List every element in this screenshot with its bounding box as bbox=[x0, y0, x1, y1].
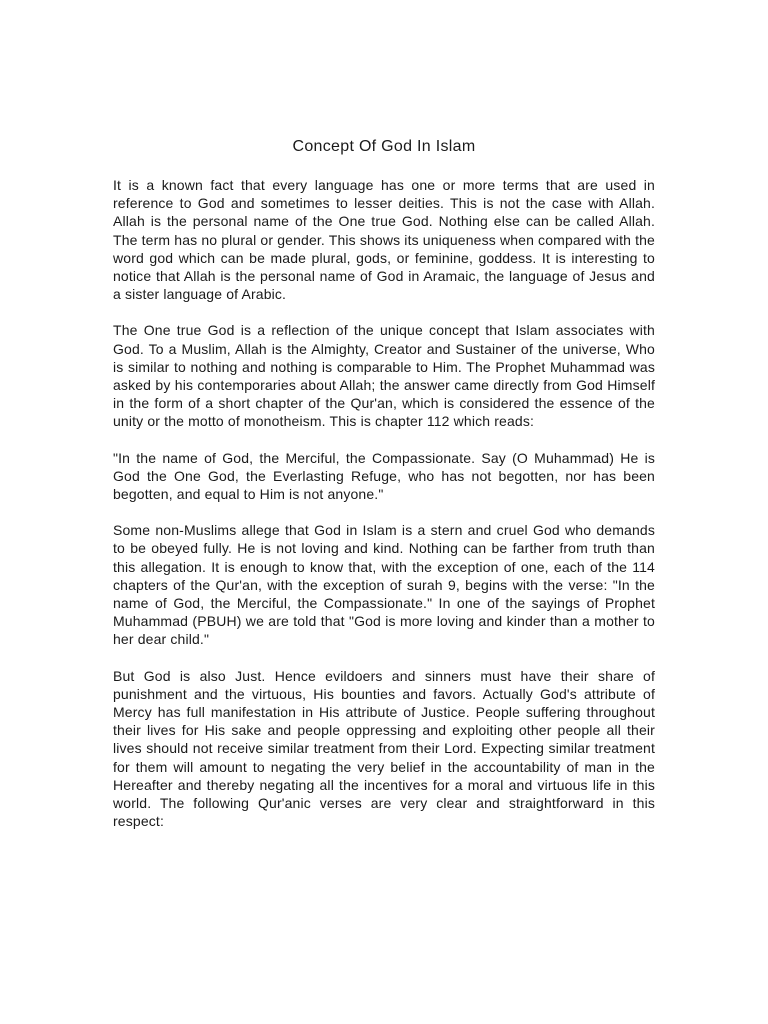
paragraph-allah-name: It is a known fact that every language has one or more terms that are used in reference to God and sometimes to lesser deities. This is not the case with Allah. Allah is the personal name of the One true God. Nothing else can be called Allah. The term has no plural or gender. This shows its uniqueness when compared with the word god which can be made plural, gods, or feminine, goddess. It is interesting to notice that Allah is the personal name of God in Aramaic, the language of Jesus and a sister language of Arabic. bbox=[113, 177, 655, 303]
document-title: Concept Of God In Islam bbox=[292, 138, 476, 155]
paragraph-quote-chapter-112: "In the name of God, the Merciful, the Compassionate. Say (O Muhammad) He is God the One God, the Everlasting Refuge, who has not begotten, nor has been begotten, and equal to Him is not anyone." bbox=[113, 449, 655, 503]
paragraph-one-true-god: The One true God is a reflection of the unique concept that Islam associates with God. To a Muslim, Allah is the Almighty, Creator and Sustainer of the universe, Who is similar to nothing and nothing is comparable to Him. The Prophet Muhammad was asked by his contemporaries about Allah; the answer came directly from God Himself in the form of a short chapter of the Qur'an, which is considered the essence of the unity or the motto of monotheism. This is chapter 112 which reads: bbox=[113, 322, 655, 430]
document-body bbox=[113, 176, 655, 849]
paragraph-mercy: Some non-Muslims allege that God in Islam is a stern and cruel God who demands to be obeyed fully. He is not loving and kind. Nothing can be farther from truth than this allegation. It is enough to know that, with the exception of one, each of the 114 chapters of the Qur'an, with the exception of surah 9, begins with the verse: "In the name of God, the Merciful, the Compassionate." In one of the sayings of Prophet Muhammad (PBUH) we are told that "God is more loving and kinder than a mother to her dear child." bbox=[113, 522, 655, 648]
paragraph-justice: But God is also Just. Hence evildoers and sinners must have their share of punishment and the virtuous, His bounties and favors. Actually God's attribute of Mercy has full manifestation in His attribute of Justice. People suffering throughout their lives for His sake and people oppressing and exploiting other people all their lives should not receive similar treatment from their Lord. Expecting similar treatment for them will amount to negating the very belief in the accountability of man in the Hereafter and thereby negating all the incentives for a moral and virtuous life in this world. The following Qur'anic verses are very clear and straightforward in this respect: bbox=[113, 667, 655, 830]
